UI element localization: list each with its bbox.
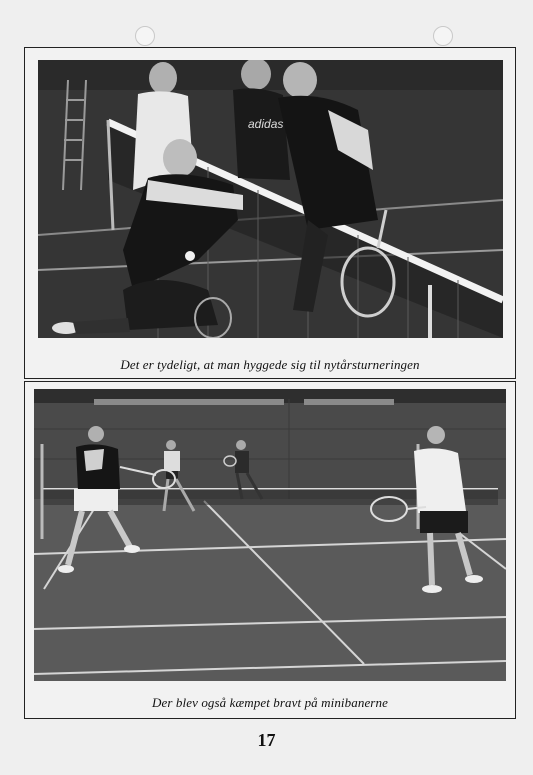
photo-minibaner-match — [34, 389, 506, 681]
photo-1-image — [38, 60, 503, 338]
photo-1-caption: Det er tydeligt, at man hyggede sig til nytårsturneringen — [120, 357, 420, 372]
photo-2-image — [34, 389, 506, 681]
binder-hole-right — [433, 26, 453, 46]
photo-frame-1 — [24, 47, 516, 379]
binder-hole-left — [135, 26, 155, 46]
photo-frame-2 — [24, 381, 516, 719]
page-number: 17 — [257, 730, 276, 750]
photo-handshake-at-net — [38, 60, 503, 338]
photo-2-caption: Der blev også kæmpet bravt på minibanerne — [152, 695, 388, 710]
adidas-shirt-logo: adidas — [248, 117, 284, 131]
